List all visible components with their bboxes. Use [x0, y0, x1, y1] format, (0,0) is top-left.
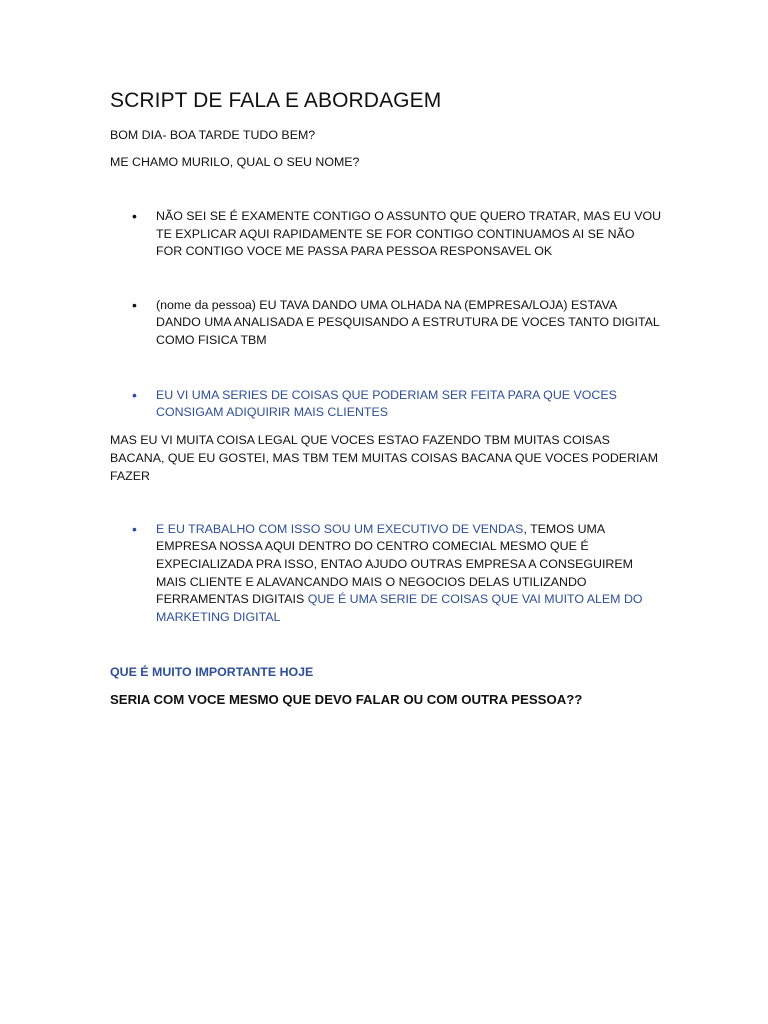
question-heading: SERIA COM VOCE MESMO QUE DEVO FALAR OU COM OUTRA PESSOA?? — [110, 692, 583, 708]
bullet-text-3: EU VI UMA SERIES DE COISAS QUE PODERIAM SER FEITA PARA QUE VOCES CONSIGAM ADIQUIRIR MAIS CLIENTES — [156, 387, 617, 420]
bullet-item-4 — [110, 521, 662, 627]
document-title: SCRIPT DE FALA E ABORDAGEM — [110, 89, 442, 112]
bullet-icon: • — [132, 520, 137, 537]
body-paragraph: MAS EU VI MUITA COISA LEGAL QUE VOCES ESTAO FAZENDO TBM MUITAS COISAS BACANA, QUE EU GOSTEI, MAS TBM TEM MUITAS COISAS BACANA QUE VOCES PODERIAM FAZER — [110, 432, 659, 483]
document-body — [110, 86, 662, 710]
bullet-icon: • — [132, 296, 137, 313]
bullet-icon: • — [132, 208, 137, 224]
important-heading: QUE É MUITO IMPORTANTE HOJE — [110, 665, 314, 680]
greeting-line: BOM DIA- BOA TARDE TUDO BEM? — [110, 128, 316, 142]
bullet-item-3 — [110, 387, 662, 422]
bullet-item-1 — [110, 208, 662, 261]
bullet-text-1: NÃO SEI SE É EXAMENTE CONTIGO O ASSUNTO QUE QUERO TRATAR, MAS EU VOU TE EXPLICAR AQUI RAPIDAMENTE SE FOR CONTIGO CONTINUAMOS AI SE NÃO FOR CONTIGO VOCE ME PASSA PARA PESSOA RESPONSAVEL OK — [156, 209, 662, 259]
bullet-item-2 — [110, 297, 662, 350]
bullet-text-4-blue-end: QUE É UMA SERIE DE COISAS QUE VAI MUITO ALEM DO MARKETING DIGITAL — [156, 592, 643, 624]
bullet-text-2: (nome da pessoa) EU TAVA DANDO UMA OLHADA NA (EMPRESA/LOJA) ESTAVA DANDO UMA ANALISADA E PESQUISANDO A ESTRUTURA DE VOCES TANTO DIGITAL COMO FISICA TBM — [156, 297, 660, 347]
intro-line: ME CHAMO MURILO, QUAL O SEU NOME? — [110, 155, 360, 169]
bullet-text-4-black: , TEMOS UMA EMPRESA NOSSA AQUI DENTRO DO CENTRO COMECIAL MESMO QUE É EXPECIALIZADA PRA ISSO, ENTAO AJUDO OUTRAS EMPRESA A CONSEGUIREM MAIS CLIENTE E ALAVANCANDO MAIS O NEGOCIOS DELAS UTILIZANDO FERRAMENTAS DIGITAIS — [156, 521, 633, 607]
bullet-icon: • — [132, 386, 137, 403]
bullet-text-4-blue-start: E EU TRABALHO COM ISSO SOU UM EXECUTIVO DE VENDAS — [156, 521, 524, 536]
